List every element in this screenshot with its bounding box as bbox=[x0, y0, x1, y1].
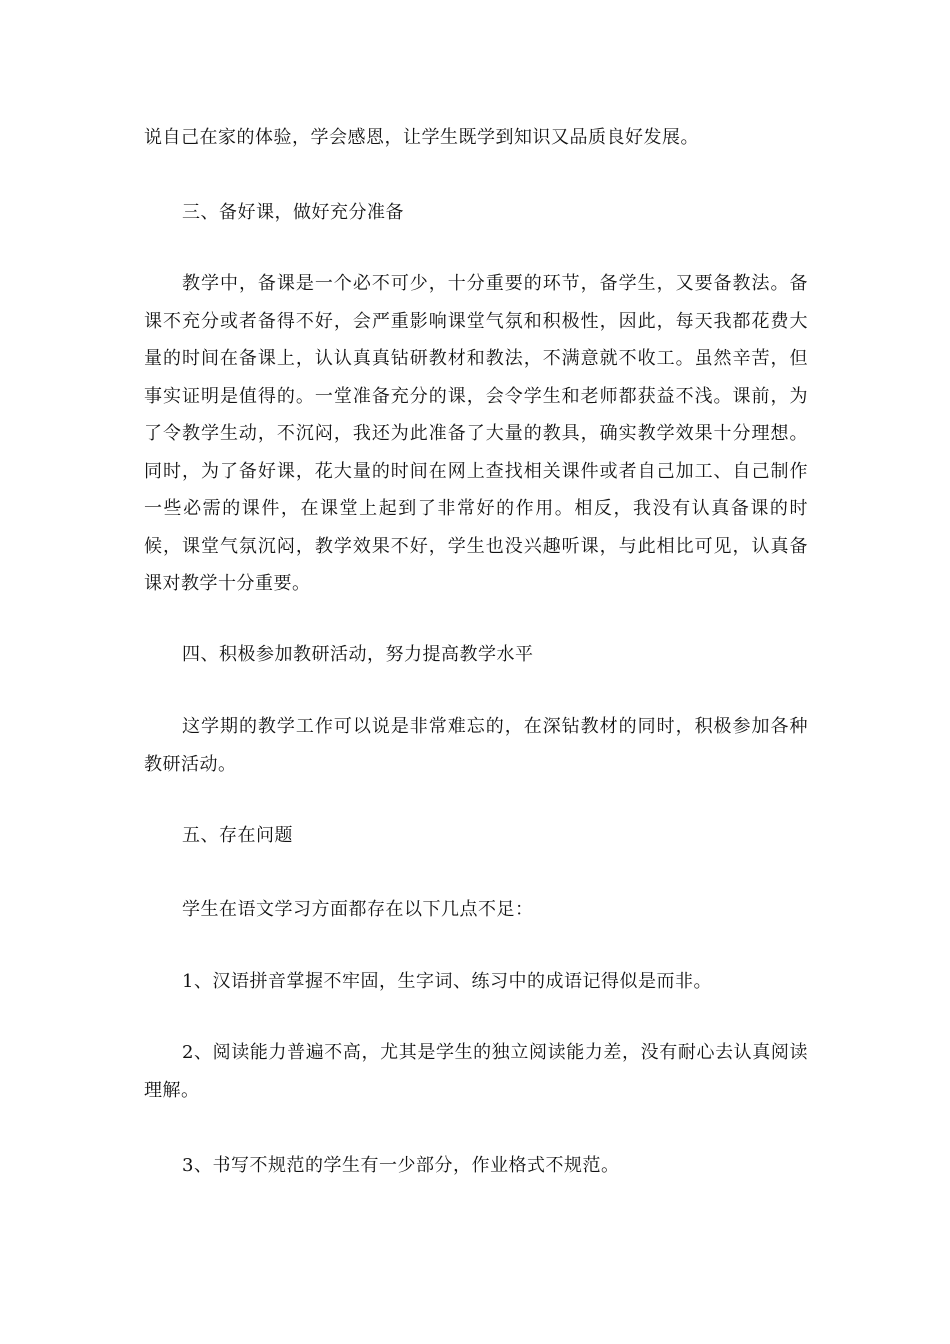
section-heading-3: 三、备好课，做好充分准备 bbox=[182, 202, 404, 223]
list-item-3: 3、书写不规范的学生有一少部分，作业格式不规范。 bbox=[182, 1155, 620, 1176]
list-item-2: 2、阅读能力普遍不高，尤其是学生的独立阅读能力差，没有耐心去认真阅读理解。 bbox=[144, 1042, 808, 1101]
paragraph-teaching-research: 这学期的教学工作可以说是非常难忘的，在深钻教材的同时，积极参加各种教研活动。 bbox=[144, 716, 808, 775]
section-heading-4: 四、积极参加教研活动，努力提高教学水平 bbox=[182, 644, 534, 665]
paragraph-issues-intro: 学生在语文学习方面都存在以下几点不足： bbox=[182, 899, 534, 920]
paragraph-lesson-prep: 教学中，备课是一个必不可少，十分重要的环节，备学生，又要备教法。备课不充分或者备得不好，会严重影响课堂气氛和积极性，因此，每天我都花费大量的时间在备课上，认认真真钻研教材和教法，不满意就不收工。虽然辛苦，但事实证明是值得的。一堂准备充分的课，会令学生和老师都获益不浅。课前，为了令教学生动，不沉闷，我还为此准备了大量的教具，确实教学效果十分理想。同时，为了备好课，花大量的时间在网上查找相关课件或者自己加工、自己制作一些必需的课件，在课堂上起到了非常好的作用。相反，我没有认真备课的时候，课堂气氛沉闷，教学效果不好，学生也没兴趣听课，与此相比可见，认真备课对教学十分重要。 bbox=[144, 273, 808, 594]
list-item-1: 1、汉语拼音掌握不牢固，生字词、练习中的成语记得似是而非。 bbox=[182, 971, 712, 992]
paragraph-continuation: 说自己在家的体验，学会感恩，让学生既学到知识又品质良好发展。 bbox=[144, 127, 699, 148]
section-heading-5: 五、存在问题 bbox=[182, 825, 293, 846]
